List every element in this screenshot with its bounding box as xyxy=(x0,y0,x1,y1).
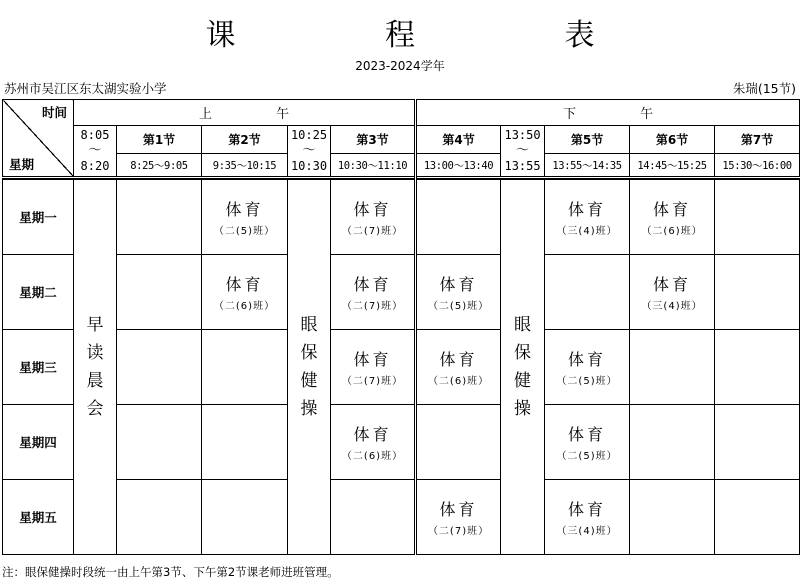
lesson-cell xyxy=(715,480,800,555)
lesson-cell: 体育 （二(5)班） xyxy=(545,330,630,405)
lesson-cell xyxy=(715,330,800,405)
eye-break-am-tilde: ～ xyxy=(302,142,316,158)
period-time: 9:35～10:15 xyxy=(202,154,288,178)
day-row xyxy=(3,180,800,255)
teacher-name: 朱瑞(15节) xyxy=(732,81,796,96)
eye-exercise-am-cell: 眼 保 健 操 xyxy=(288,180,331,555)
day-row xyxy=(3,330,800,405)
lesson-cell xyxy=(117,480,202,555)
period-name: 第4节 xyxy=(416,126,501,154)
day-label: 星期三 xyxy=(3,330,74,405)
period-name: 第1节 xyxy=(117,126,202,154)
eye-break-pm-start: 13:50 xyxy=(504,127,541,142)
lesson-cell: 体育 （二(6)班） xyxy=(202,255,288,330)
eye-break-pm-tilde: ～ xyxy=(516,142,530,158)
lesson-cell xyxy=(715,405,800,480)
lesson-cell xyxy=(715,180,800,255)
day-row xyxy=(3,480,800,555)
eye-break-pm-end: 13:55 xyxy=(504,159,541,174)
lesson-cell xyxy=(117,255,202,330)
eye-break-pm-time xyxy=(501,126,545,178)
school-year: 2023-2024学年 xyxy=(355,59,445,73)
lesson-cell xyxy=(416,405,501,480)
lesson-cell: 体育 （二(5)班） xyxy=(416,255,501,330)
period-name: 第3节 xyxy=(331,126,416,154)
period-time: 13:00～13:40 xyxy=(416,154,501,178)
eye-break-am-start: 10:25 xyxy=(290,127,328,142)
morning-break-tilde: ～ xyxy=(88,142,102,158)
lesson-cell xyxy=(630,405,715,480)
morning-break-end: 8:20 xyxy=(80,159,110,174)
lesson-cell xyxy=(117,405,202,480)
lesson-cell: 体育 （二(5)班） xyxy=(202,180,288,255)
eye-exercise-pm-cell: 眼 保 健 操 xyxy=(501,180,545,555)
afternoon-header: 下 午 xyxy=(416,100,800,126)
lesson-cell: 体育 （二(7)班） xyxy=(416,480,501,555)
period-time: 10:30～11:10 xyxy=(331,154,416,178)
morning-header: 上 午 xyxy=(74,100,416,126)
period-name: 第5节 xyxy=(545,126,630,154)
period-name: 第6节 xyxy=(630,126,715,154)
lesson-cell xyxy=(630,480,715,555)
lesson-cell xyxy=(202,405,288,480)
period-time: 15:30～16:00 xyxy=(715,154,800,178)
morning-break-start: 8:05 xyxy=(80,127,110,142)
period-name: 第7节 xyxy=(715,126,800,154)
lesson-cell: 体育 （三(4)班） xyxy=(545,180,630,255)
lesson-cell xyxy=(202,480,288,555)
lesson-cell xyxy=(117,330,202,405)
eye-break-am-end: 10:30 xyxy=(290,159,328,174)
school-name: 苏州市吴江区东太湖实验小学 xyxy=(4,81,167,96)
lesson-cell: 体育 （三(4)班） xyxy=(630,255,715,330)
lesson-cell: 体育 （二(6)班） xyxy=(630,180,715,255)
lesson-cell: 体育 （二(6)班） xyxy=(331,405,416,480)
lesson-cell xyxy=(416,180,501,255)
page-title: 课 程 表 xyxy=(205,18,665,53)
period-time: 14:45～15:25 xyxy=(630,154,715,178)
lesson-cell: 体育 （二(5)班） xyxy=(545,405,630,480)
lesson-cell xyxy=(715,255,800,330)
footnote: 注：眼保健操时段统一由上午第3节、下午第2节课老师进班管理。 xyxy=(2,565,339,579)
day-label: 星期四 xyxy=(3,405,74,480)
lesson-cell: 体育 （三(4)班） xyxy=(545,480,630,555)
lesson-cell: 体育 （二(7)班） xyxy=(331,180,416,255)
corner-time-label: 时间 xyxy=(41,105,67,120)
lesson-cell: 体育 （二(6)班） xyxy=(416,330,501,405)
morning-break-time xyxy=(74,126,117,178)
header-corner xyxy=(3,100,74,178)
period-time: 13:55～14:35 xyxy=(545,154,630,178)
lesson-cell: 体育 （二(7)班） xyxy=(331,330,416,405)
day-label: 星期五 xyxy=(3,480,74,555)
lesson-cell xyxy=(630,330,715,405)
day-label: 星期一 xyxy=(3,180,74,255)
corner-day-label: 星期 xyxy=(9,157,35,172)
period-time: 8:25～9:05 xyxy=(117,154,202,178)
period-name: 第2节 xyxy=(202,126,288,154)
day-row xyxy=(3,405,800,480)
lesson-cell xyxy=(545,255,630,330)
schedule-table xyxy=(2,99,800,555)
lesson-cell: 体育 （二(7)班） xyxy=(331,255,416,330)
lesson-cell xyxy=(202,330,288,405)
morning-reading-cell: 早 读 晨 会 xyxy=(74,180,117,555)
day-label: 星期二 xyxy=(3,255,74,330)
day-row xyxy=(3,255,800,330)
lesson-cell xyxy=(117,180,202,255)
lesson-cell xyxy=(331,480,416,555)
eye-break-am-time xyxy=(288,126,331,178)
